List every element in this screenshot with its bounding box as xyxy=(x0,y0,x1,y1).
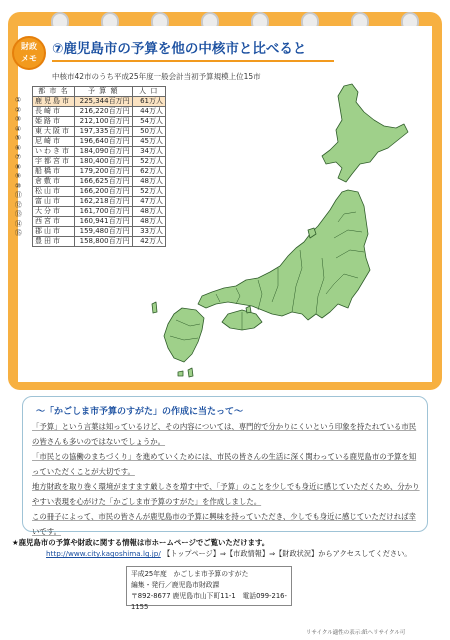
cell-pop: 52万人 xyxy=(132,187,165,197)
cell-budget: 158,800百万円 xyxy=(74,237,132,247)
cell-budget: 212,100百万円 xyxy=(74,117,132,127)
rank-number: ⑮ xyxy=(15,229,22,237)
colophon-line: 編集・発行／鹿児島市財政課 xyxy=(131,581,220,589)
homepage-access-line xyxy=(46,549,411,559)
message-paragraph: 「予算」という言葉は知っているけど、その内容については、専門的で分かりにくいという印象を持たれている市民の皆さんも多いのではないでしょうか。 xyxy=(32,422,417,446)
cell-budget: 162,218百万円 xyxy=(74,197,132,207)
homepage-notice: ★鹿児島市の予算や財政に関する情報は市ホームページでご覧いただけます。 xyxy=(12,538,270,547)
badge-line2: メモ xyxy=(21,54,37,63)
cell-city: いわき市 xyxy=(33,147,75,157)
rank-numbers xyxy=(15,96,22,239)
japan-map xyxy=(112,82,432,382)
rank-number: ⑪ xyxy=(15,191,22,199)
cell-pop: 50万人 xyxy=(132,127,165,137)
rank-number: ② xyxy=(15,105,22,114)
cell-budget: 166,625百万円 xyxy=(74,177,132,187)
cell-city: 鹿児島市 xyxy=(33,97,75,107)
rank-number: ⑨ xyxy=(15,172,22,180)
cell-budget: 225,344百万円 xyxy=(74,97,132,107)
message-paragraph: 地方財政を取り巻く環境がますます厳しさを増す中で、「予算」のことを少しでも身近に感じていただくため、分かりやすい表現を心がけた「かごしま市予算のすがた」を作成しました。 xyxy=(32,482,420,506)
cell-city: 松山市 xyxy=(33,187,75,197)
cell-pop: 48万人 xyxy=(132,177,165,187)
cell-budget: 180,400百万円 xyxy=(74,157,132,167)
cell-pop: 34万人 xyxy=(132,147,165,157)
finance-memo-badge xyxy=(12,36,46,70)
page-title: ⑦鹿児島市の予算を他の中核市と比べると xyxy=(52,41,307,57)
recycle-note: リサイクル適性の表示:紙へリサイクル可 xyxy=(306,630,406,636)
cell-budget: 166,200百万円 xyxy=(74,187,132,197)
cell-budget: 184,090百万円 xyxy=(74,147,132,157)
cell-pop: 61万人 xyxy=(132,97,165,107)
rank-number: ③ xyxy=(15,115,22,123)
colophon-line: 〒892-8677 鹿児島市山下町11-1 電話099-216-1155 xyxy=(131,592,287,611)
header-budget: 予 算 額 xyxy=(74,87,132,97)
rank-number: ⑦ xyxy=(15,153,22,161)
cell-city: 倉敷市 xyxy=(33,177,75,187)
rank-number: ⑬ xyxy=(15,210,22,218)
cell-city: 豊田市 xyxy=(33,237,75,247)
rank-number: ⑧ xyxy=(15,162,22,171)
honshu-shape xyxy=(198,190,370,320)
cell-city: 尼崎市 xyxy=(33,137,75,147)
hokkaido-shape xyxy=(322,84,408,182)
message-title: 〜「かごしま市予算のすがた」の作成に当たって〜 xyxy=(36,407,244,417)
navigation-path: 【トップページ】⇒【市政情報】⇒【財政状況】からアクセスしてください。 xyxy=(163,549,412,558)
rank-number: ⑩ xyxy=(15,181,22,190)
cell-budget: 197,335百万円 xyxy=(74,127,132,137)
cell-city: 西宮市 xyxy=(33,217,75,227)
rank-number: ⑥ xyxy=(15,143,22,152)
colophon-box xyxy=(126,566,292,611)
title-underline xyxy=(52,60,334,62)
colophon-line: 平成25年度 かごしま市予算のすがた xyxy=(131,570,249,578)
cell-pop: 47万人 xyxy=(132,197,165,207)
kyushu-shape xyxy=(164,308,204,362)
cell-budget: 159,480百万円 xyxy=(74,227,132,237)
cell-budget: 160,941百万円 xyxy=(74,217,132,227)
cell-city: 郡山市 xyxy=(33,227,75,237)
message-paragraph: 「市民との協働のまちづくり」を進めていくためには、市民の皆さんの生活に深く関わっている鹿児島市の予算を知っていただくことが大切です。 xyxy=(32,452,417,476)
cell-pop: 52万人 xyxy=(132,157,165,167)
message-paragraph: この冊子によって、市民の皆さんが鹿児島市の予算に興味を持っていただき、少しでも身近に感じていただければ幸いです。 xyxy=(32,512,416,536)
cell-budget: 161,700百万円 xyxy=(74,207,132,217)
cell-budget: 196,640百万円 xyxy=(74,137,132,147)
rank-number: ① xyxy=(15,96,22,104)
cell-pop: 42万人 xyxy=(132,237,165,247)
rank-number: ⑤ xyxy=(15,134,22,142)
cell-city: 姫路市 xyxy=(33,117,75,127)
awaji-island-shape xyxy=(246,306,251,313)
cell-city: 長崎市 xyxy=(33,107,75,117)
page-subtitle: 中核市42市のうち平成25年度一般会計当初予算規模上位15市 xyxy=(52,72,261,81)
cell-budget: 179,200百万円 xyxy=(74,167,132,177)
cell-city: 船橋市 xyxy=(33,167,75,177)
cell-budget: 216,220百万円 xyxy=(74,107,132,117)
cell-pop: 48万人 xyxy=(132,217,165,227)
cell-pop: 54万人 xyxy=(132,117,165,127)
cell-pop: 48万人 xyxy=(132,207,165,217)
city-homepage-link[interactable]: http://www.city.kagoshima.lg.jp/ xyxy=(46,549,161,558)
header-city: 都 市 名 xyxy=(33,87,75,97)
cell-pop: 45万人 xyxy=(132,137,165,147)
badge-line1: 財政 xyxy=(21,42,37,51)
header-population: 人 口 xyxy=(132,87,165,97)
cell-pop: 62万人 xyxy=(132,167,165,177)
yakushima-island-shape xyxy=(178,371,183,376)
cell-city: 大分市 xyxy=(33,207,75,217)
cell-pop: 33万人 xyxy=(132,227,165,237)
cell-city: 富山市 xyxy=(33,197,75,207)
cell-pop: 44万人 xyxy=(132,107,165,117)
tanegashima-island-shape xyxy=(188,368,193,377)
rank-number: ⑫ xyxy=(15,200,22,209)
tsushima-island-shape xyxy=(152,302,157,313)
rank-number: ④ xyxy=(15,124,22,133)
cell-city: 宇都宮市 xyxy=(33,157,75,167)
rank-number: ⑭ xyxy=(15,219,22,228)
cell-city: 東大阪市 xyxy=(33,127,75,137)
